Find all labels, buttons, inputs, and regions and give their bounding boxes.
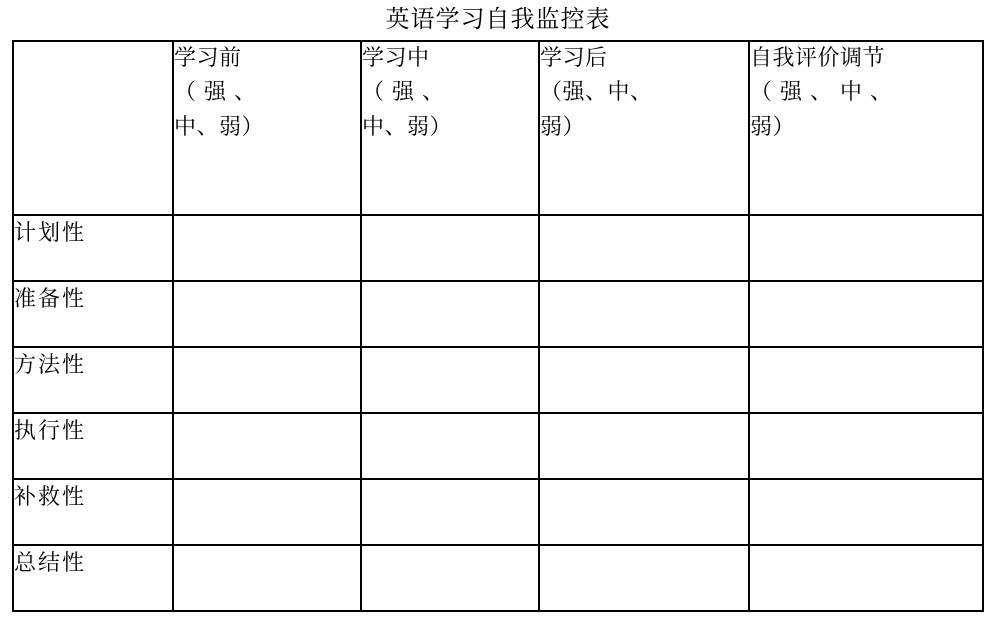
- row-label-remediation: 补救性: [13, 479, 173, 545]
- cell-remediation-after[interactable]: [539, 479, 749, 545]
- table-row: [13, 215, 983, 281]
- table-row: [13, 281, 983, 347]
- header-line-3: 弱）: [540, 114, 586, 140]
- cell-execution-evaluation[interactable]: [749, 413, 983, 479]
- header-line-1: 自我评价调节: [750, 46, 886, 72]
- table-header-row: [13, 41, 983, 215]
- cell-preparation-after[interactable]: [539, 281, 749, 347]
- header-line-3: 中、弱）: [362, 114, 453, 140]
- cell-summary-after[interactable]: [539, 545, 749, 611]
- cell-summary-evaluation[interactable]: [749, 545, 983, 611]
- cell-summary-before[interactable]: [173, 545, 361, 611]
- table-row: [13, 545, 983, 611]
- cell-preparation-before[interactable]: [173, 281, 361, 347]
- column-header-self-evaluation: [749, 41, 983, 215]
- page-title: 英语学习自我监控表: [385, 5, 611, 33]
- header-line-2: （ 强 、: [174, 80, 257, 106]
- cell-method-during[interactable]: [361, 347, 539, 413]
- header-line-2: （ 强 、: [362, 80, 445, 106]
- cell-method-before[interactable]: [173, 347, 361, 413]
- cell-remediation-during[interactable]: [361, 479, 539, 545]
- header-line-1: 学习前: [174, 46, 242, 72]
- header-line-3: 中、弱）: [174, 114, 265, 140]
- column-header-after-study: [539, 41, 749, 215]
- column-header-before-study: [173, 41, 361, 215]
- table-header: [13, 41, 983, 215]
- row-label-execution: 执行性: [13, 413, 173, 479]
- table-row: [13, 413, 983, 479]
- row-label-preparation: 准备性: [13, 281, 173, 347]
- cell-method-evaluation[interactable]: [749, 347, 983, 413]
- table-row: [13, 479, 983, 545]
- cell-remediation-before[interactable]: [173, 479, 361, 545]
- table-row: [13, 347, 983, 413]
- table-corner-header: [13, 41, 173, 215]
- cell-planning-evaluation[interactable]: [749, 215, 983, 281]
- cell-preparation-during[interactable]: [361, 281, 539, 347]
- cell-preparation-evaluation[interactable]: [749, 281, 983, 347]
- cell-execution-after[interactable]: [539, 413, 749, 479]
- header-line-1: 学习后: [540, 46, 608, 72]
- cell-method-after[interactable]: [539, 347, 749, 413]
- row-label-planning: 计划性: [13, 215, 173, 281]
- cell-planning-during[interactable]: [361, 215, 539, 281]
- header-line-2: （ 强 、 中 、: [750, 80, 893, 106]
- row-label-summary: 总结性: [13, 545, 173, 611]
- cell-execution-during[interactable]: [361, 413, 539, 479]
- table-body: [13, 215, 983, 611]
- cell-summary-during[interactable]: [361, 545, 539, 611]
- cell-planning-before[interactable]: [173, 215, 361, 281]
- column-header-during-study: [361, 41, 539, 215]
- cell-planning-after[interactable]: [539, 215, 749, 281]
- header-line-1: 学习中: [362, 46, 430, 72]
- header-line-2: （强、中、: [540, 80, 653, 106]
- cell-remediation-evaluation[interactable]: [749, 479, 983, 545]
- header-line-3: 弱）: [750, 114, 796, 140]
- self-monitoring-table: [12, 40, 984, 612]
- row-label-method: 方法性: [13, 347, 173, 413]
- cell-execution-before[interactable]: [173, 413, 361, 479]
